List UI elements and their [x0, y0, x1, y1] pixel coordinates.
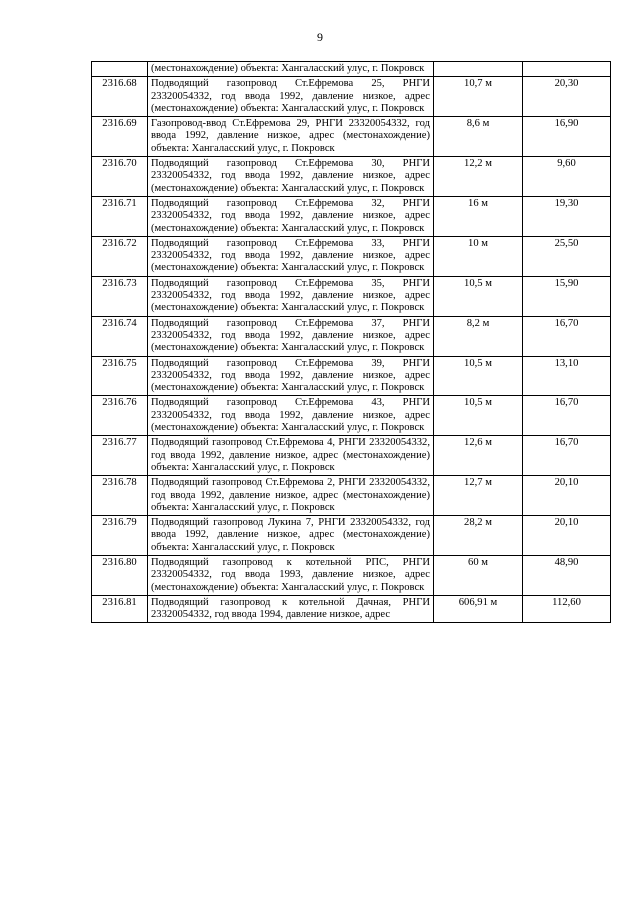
length-cell: 606,91 м [434, 595, 523, 623]
value-cell: 19,30 [523, 196, 611, 236]
row-number-cell [92, 62, 148, 77]
length-cell [434, 62, 523, 77]
length-cell: 10,5 м [434, 396, 523, 436]
row-number-cell: 2316.74 [92, 316, 148, 356]
value-cell: 48,90 [523, 555, 611, 595]
length-cell: 8,6 м [434, 117, 523, 157]
table-row [92, 555, 611, 595]
row-number-cell: 2316.79 [92, 516, 148, 556]
table-row [92, 356, 611, 396]
value-cell: 16,70 [523, 316, 611, 356]
row-number-cell: 2316.81 [92, 595, 148, 623]
table-row [92, 117, 611, 157]
description-cell: Подводящий газопровод Ст.Ефремова 37, РНГИ 23320054332, год ввода 1992, давление низкое, адрес (местонахождение) объекта: Хангаласский улус, г. Покровск [148, 316, 434, 356]
description-cell: Подводящий газопровод к котельной РПС, РНГИ 23320054332, год ввода 1993, давление низкое, адрес (местонахождение) объекта: Хангаласский улус, г. Покровск [148, 555, 434, 595]
length-cell: 16 м [434, 196, 523, 236]
length-cell: 10,5 м [434, 276, 523, 316]
table-row [92, 396, 611, 436]
description-cell: Подводящий газопровод Ст.Ефремова 4, РНГИ 23320054332, год ввода 1992, давление низкое, адрес (местонахождение) объекта: Хангаласский улус, г. Покровск [148, 436, 434, 476]
row-number-cell: 2316.78 [92, 476, 148, 516]
table-row [92, 157, 611, 197]
description-cell: Подводящий газопровод к котельной Дачная, РНГИ 23320054332, год ввода 1994, давление низкое, адрес [148, 595, 434, 623]
value-cell: 25,50 [523, 236, 611, 276]
row-number-cell: 2316.77 [92, 436, 148, 476]
length-cell: 28,2 м [434, 516, 523, 556]
value-cell: 16,70 [523, 436, 611, 476]
description-cell: Газопровод-ввод Ст.Ефремова 29, РНГИ 23320054332, год ввода 1992, давление низкое, адрес (местонахождение) объекта: Хангаласский улус, г. Покровск [148, 117, 434, 157]
value-cell: 112,60 [523, 595, 611, 623]
registry-table [91, 61, 611, 623]
table-row [92, 62, 611, 77]
page-number: 9 [317, 30, 323, 44]
value-cell: 20,10 [523, 476, 611, 516]
table-row [92, 196, 611, 236]
description-cell: Подводящий газопровод Ст.Ефремова 30, РНГИ 23320054332, год ввода 1992, давление низкое, адрес (местонахождение) объекта: Хангаласский улус, г. Покровск [148, 157, 434, 197]
length-cell: 8,2 м [434, 316, 523, 356]
description-cell: Подводящий газопровод Ст.Ефремова 25, РНГИ 23320054332, год ввода 1992, давление низкое, адрес (местонахождение) объекта: Хангаласский улус, г. Покровск [148, 77, 434, 117]
table-row [92, 516, 611, 556]
length-cell: 10,5 м [434, 356, 523, 396]
table-row [92, 236, 611, 276]
table-row [92, 77, 611, 117]
description-cell: Подводящий газопровод Ст.Ефремова 2, РНГИ 23320054332, год ввода 1992, давление низкое, адрес (местонахождение) объекта: Хангаласский улус, г. Покровск [148, 476, 434, 516]
row-number-cell: 2316.80 [92, 555, 148, 595]
value-cell: 20,30 [523, 77, 611, 117]
length-cell: 12,7 м [434, 476, 523, 516]
value-cell: 13,10 [523, 356, 611, 396]
table-row [92, 595, 611, 623]
row-number-cell: 2316.71 [92, 196, 148, 236]
row-number-cell: 2316.72 [92, 236, 148, 276]
length-cell: 10,7 м [434, 77, 523, 117]
table-row [92, 436, 611, 476]
description-cell: Подводящий газопровод Ст.Ефремова 43, РНГИ 23320054332, год ввода 1992, давление низкое, адрес (местонахождение) объекта: Хангаласский улус, г. Покровск [148, 396, 434, 436]
row-number-cell: 2316.68 [92, 77, 148, 117]
description-cell: (местонахождение) объекта: Хангаласский улус, г. Покровск [148, 62, 434, 77]
table-row [92, 316, 611, 356]
row-number-cell: 2316.69 [92, 117, 148, 157]
value-cell: 16,70 [523, 396, 611, 436]
description-cell: Подводящий газопровод Ст.Ефремова 32, РНГИ 23320054332, год ввода 1992, давление низкое, адрес (местонахождение) объекта: Хангаласский улус, г. Покровск [148, 196, 434, 236]
description-cell: Подводящий газопровод Ст.Ефремова 35, РНГИ 23320054332, год ввода 1992, давление низкое, адрес (местонахождение) объекта: Хангаласский улус, г. Покровск [148, 276, 434, 316]
row-number-cell: 2316.75 [92, 356, 148, 396]
table-row [92, 276, 611, 316]
row-number-cell: 2316.70 [92, 157, 148, 197]
row-number-cell: 2316.73 [92, 276, 148, 316]
registry-table-body [92, 62, 611, 623]
length-cell: 60 м [434, 555, 523, 595]
description-cell: Подводящий газопровод Ст.Ефремова 33, РНГИ 23320054332, год ввода 1992, давление низкое, адрес (местонахождение) объекта: Хангаласский улус, г. Покровск [148, 236, 434, 276]
value-cell: 15,90 [523, 276, 611, 316]
value-cell [523, 62, 611, 77]
length-cell: 12,6 м [434, 436, 523, 476]
length-cell: 12,2 м [434, 157, 523, 197]
value-cell: 9,60 [523, 157, 611, 197]
description-cell: Подводящий газопровод Лукина 7, РНГИ 23320054332, год ввода 1992, давление низкое, адрес (местонахождение) объекта: Хангаласский улус, г. Покровск [148, 516, 434, 556]
value-cell: 16,90 [523, 117, 611, 157]
length-cell: 10 м [434, 236, 523, 276]
value-cell: 20,10 [523, 516, 611, 556]
table-row [92, 476, 611, 516]
description-cell: Подводящий газопровод Ст.Ефремова 39, РНГИ 23320054332, год ввода 1992, давление низкое, адрес (местонахождение) объекта: Хангаласский улус, г. Покровск [148, 356, 434, 396]
row-number-cell: 2316.76 [92, 396, 148, 436]
